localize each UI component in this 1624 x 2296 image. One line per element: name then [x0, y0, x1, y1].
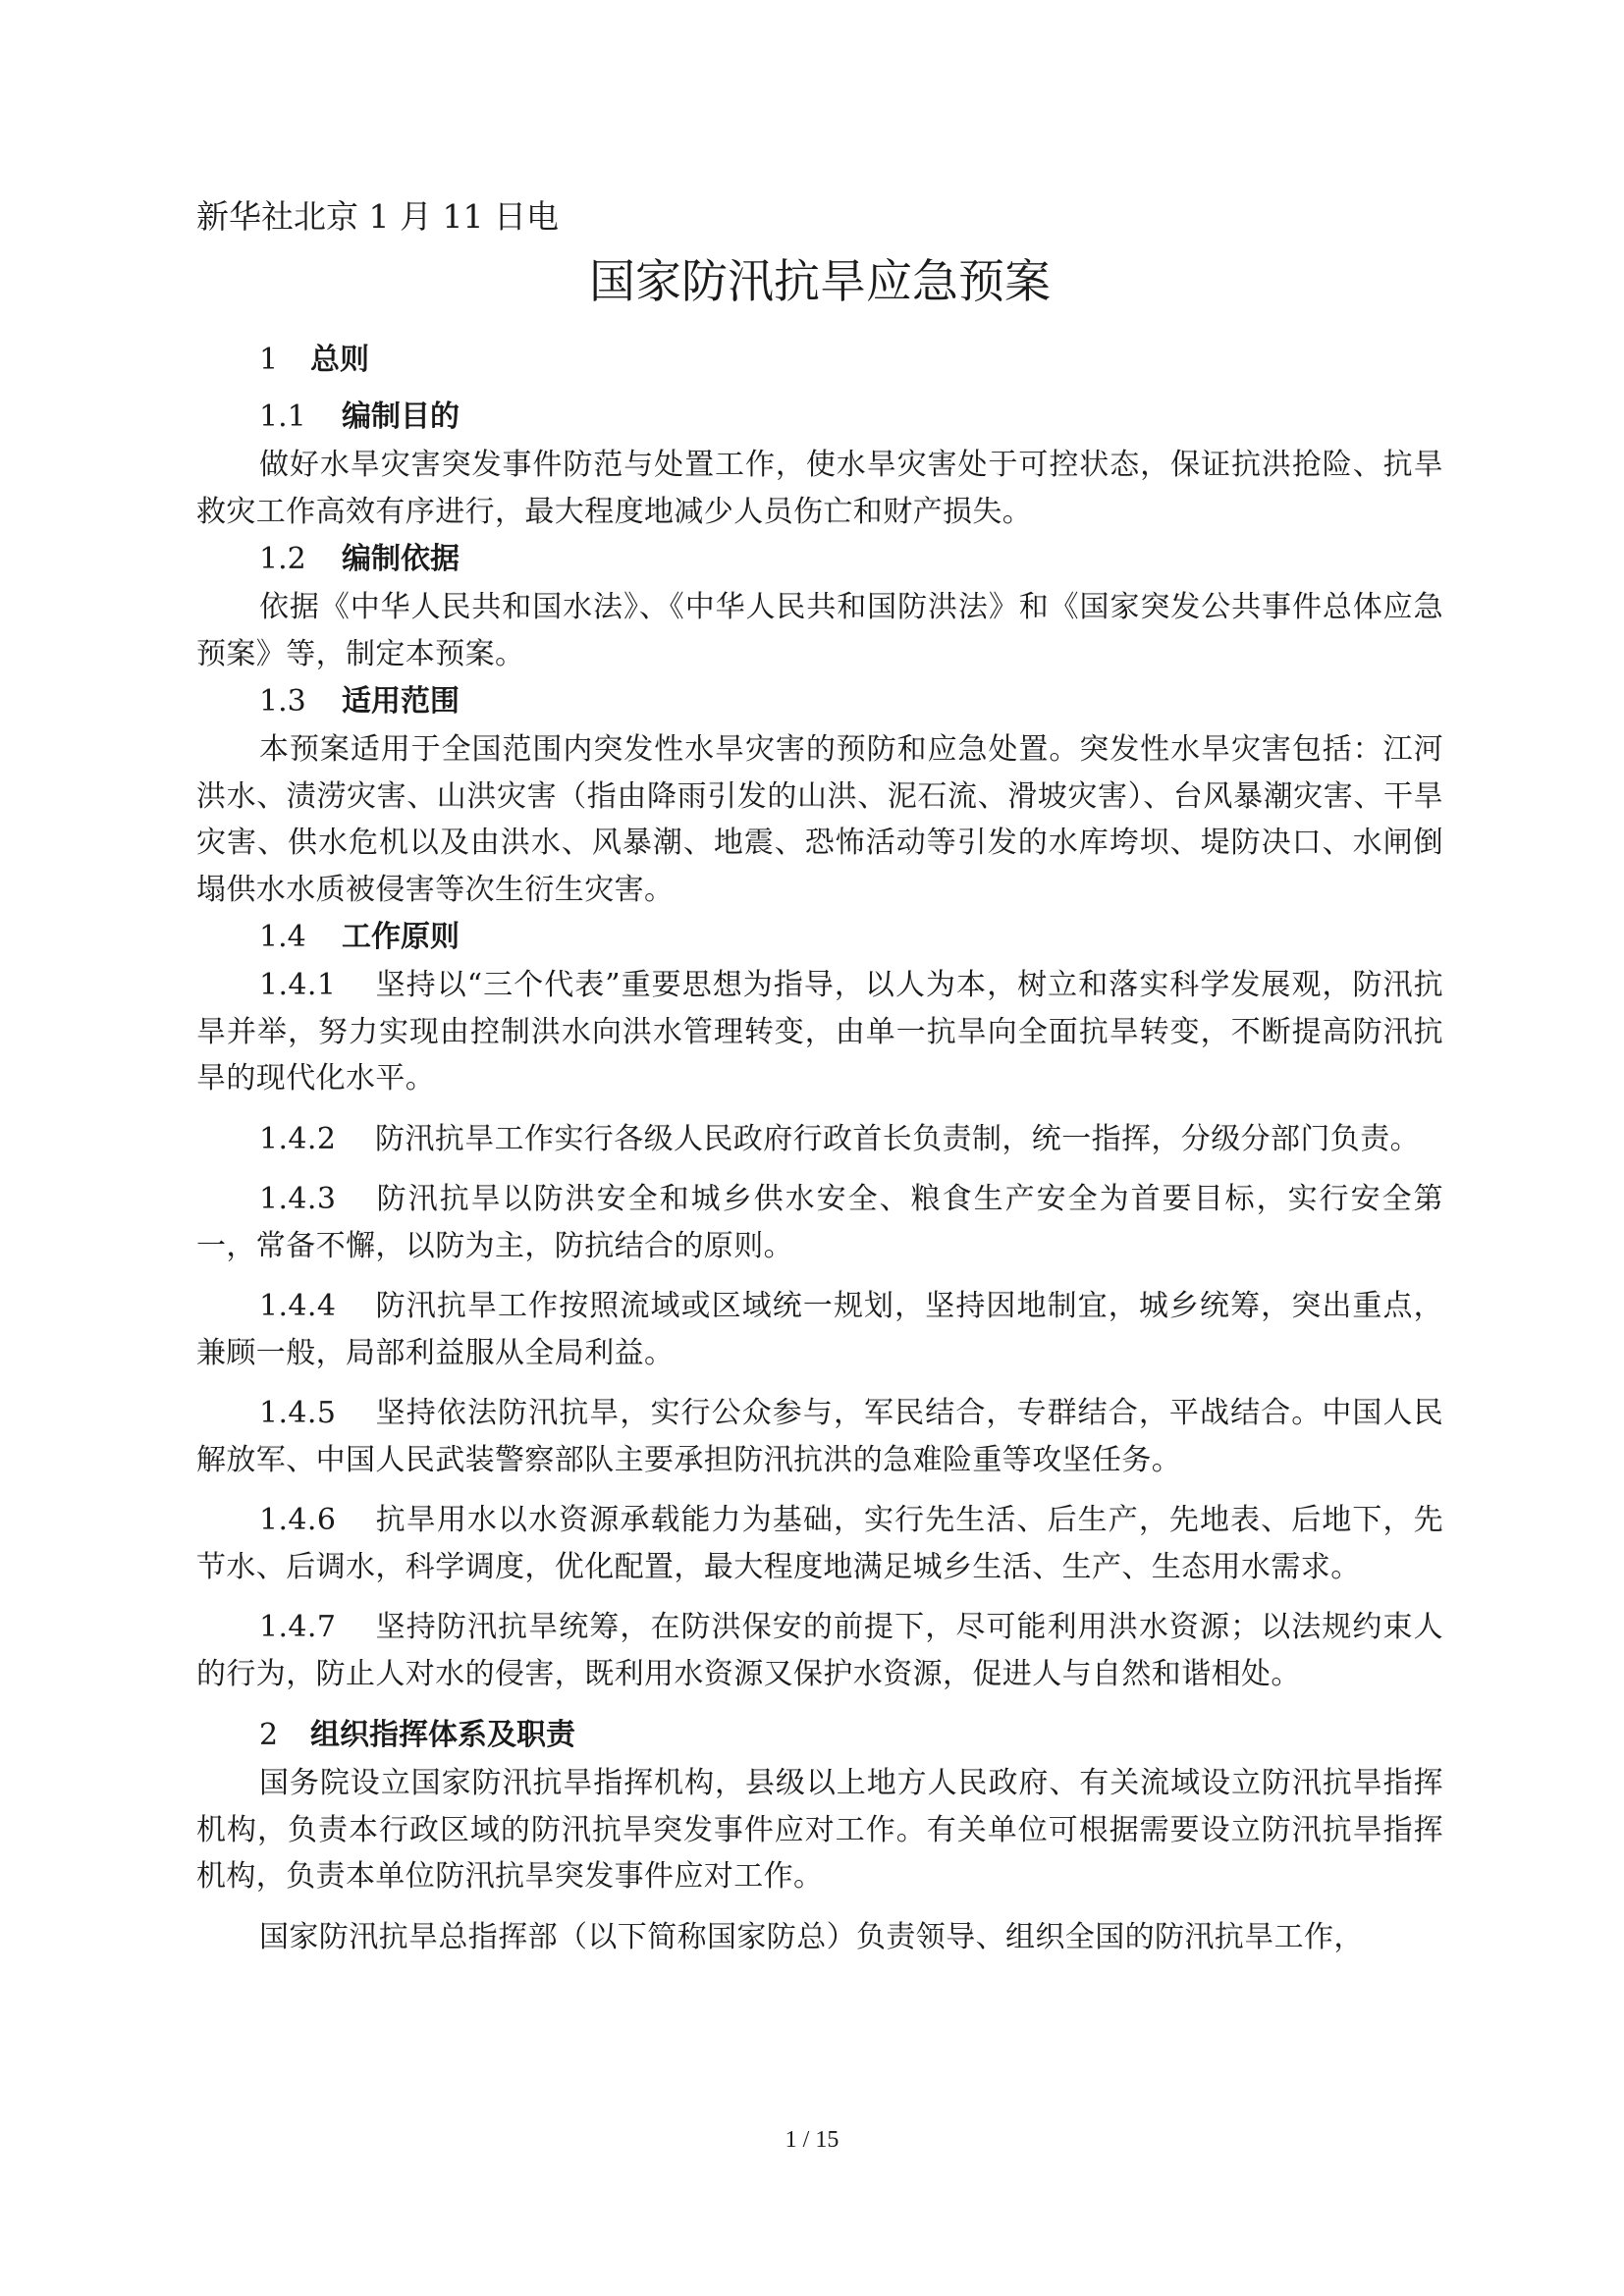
paragraph: 本预案适用于全国范围内突发性水旱灾害的预防和应急处置。突发性水旱灾害包括：江河洪水、渍涝灾害、山洪灾害（指由降雨引发的山洪、泥石流、滑坡灾害）、台风暴潮灾害、干旱灾害、供水危机以及由洪水、风暴潮、地震、恐怖活动等引发的水库垮坝、堤防决口、水闸倒塌供水水质被侵害等次生衍生灾害。	[196, 732, 1443, 907]
dateline: 新华社北京 1 月 11 日电	[196, 197, 559, 236]
clause-text: 坚持防汛抗旱统筹，在防洪保安的前提下，尽可能利用洪水资源；以法规约束人的行为，防止人对水的侵害，既利用水资源又保护水资源，促进人与自然和谐相处。	[196, 1610, 1443, 1691]
section-heading-1-2	[196, 535, 1443, 584]
clause-number: 1.4.7	[259, 1610, 337, 1644]
section-number: 1.4	[259, 920, 306, 954]
paragraph: 做好水旱灾害突发事件防范与处置工作，使水旱灾害处于可控状态，保证抗洪抢险、抗旱救灾工作高效有序进行，最大程度地减少人员伤亡和财产损失。	[196, 448, 1443, 529]
clause-1-4-3	[196, 1176, 1443, 1269]
document-title: 国家防汛抗旱应急预案	[589, 255, 1051, 309]
section-heading-1	[196, 336, 1443, 385]
clause-text: 坚持以“三个代表”重要思想为指导，以人为本，树立和落实科学发展观，防汛抗旱并举，努力实现由控制洪水向洪水管理转变，由单一抗旱向全面抗旱转变，不断提高防汛抗旱的现代化水平。	[196, 968, 1443, 1095]
section-heading-2	[196, 1711, 1443, 1760]
clause-1-4-7	[196, 1604, 1443, 1697]
clause-text: 防汛抗旱以防洪安全和城乡供水安全、粮食生产安全为首要目标，实行安全第一，常备不懈，以防为主，防抗结合的原则。	[196, 1182, 1443, 1263]
section-number: 1	[259, 343, 279, 377]
clause-text: 防汛抗旱工作按照流域或区域统一规划，坚持因地制宜，城乡统筹，突出重点，兼顾一般，局部利益服从全局利益。	[196, 1289, 1443, 1370]
clause-number: 1.4.6	[259, 1503, 337, 1537]
section-number: 2	[259, 1718, 279, 1752]
clause-text: 坚持依法防汛抗旱，实行公众参与，军民结合，专群结合，平战结合。中国人民解放军、中国人民武装警察部队主要承担防汛抗洪的急难险重等攻坚任务。	[196, 1396, 1443, 1477]
clause-text: 抗旱用水以水资源承载能力为基础，实行先生活、后生产，先地表、后地下，先节水、后调水，科学调度，优化配置，最大程度地满足城乡生活、生产、生态用水需求。	[196, 1503, 1443, 1584]
clause-1-4-2	[196, 1116, 1443, 1163]
section-title: 编制目的	[342, 400, 460, 434]
section-number: 1.2	[259, 542, 306, 576]
section-title: 组织指挥体系及职责	[310, 1718, 575, 1752]
section-number: 1.3	[259, 684, 306, 719]
clause-number: 1.4.4	[259, 1289, 337, 1323]
clause-number: 1.4.3	[259, 1182, 337, 1216]
section-heading-1-3	[196, 677, 1443, 726]
section-title: 总则	[310, 343, 369, 377]
section-heading-1-1	[196, 393, 1443, 442]
section-title: 工作原则	[342, 920, 460, 954]
section-title: 编制依据	[342, 542, 460, 576]
clause-1-4-5	[196, 1390, 1443, 1483]
clause-number: 1.4.1	[259, 968, 337, 1002]
clause-number: 1.4.2	[259, 1121, 337, 1156]
section-title: 适用范围	[342, 684, 460, 719]
clause-1-4-4	[196, 1283, 1443, 1376]
paragraph: 国务院设立国家防汛抗旱指挥机构，县级以上地方人民政府、有关流域设立防汛抗旱指挥机构，负责本行政区域的防汛抗旱突发事件应对工作。有关单位可根据需要设立防汛抗旱指挥机构，负责本单位防汛抗旱突发事件应对工作。	[196, 1766, 1443, 1894]
document-body	[196, 192, 1443, 1960]
clause-number: 1.4.5	[259, 1396, 337, 1430]
page-number: 1 / 15	[785, 2127, 839, 2153]
section-number: 1.1	[259, 400, 306, 434]
clause-text: 防汛抗旱工作实行各级人民政府行政首长负责制，统一指挥，分级分部门负责。	[375, 1121, 1420, 1156]
section-heading-1-4	[196, 913, 1443, 962]
paragraph: 国家防汛抗旱总指挥部（以下简称国家防总）负责领导、组织全国的防汛抗旱工作，	[259, 1919, 1364, 1954]
clause-1-4-1	[196, 962, 1443, 1102]
paragraph: 依据《中华人民共和国水法》、《中华人民共和国防洪法》和《国家突发公共事件总体应急预案》等，制定本预案。	[196, 590, 1443, 671]
clause-1-4-6	[196, 1497, 1443, 1590]
